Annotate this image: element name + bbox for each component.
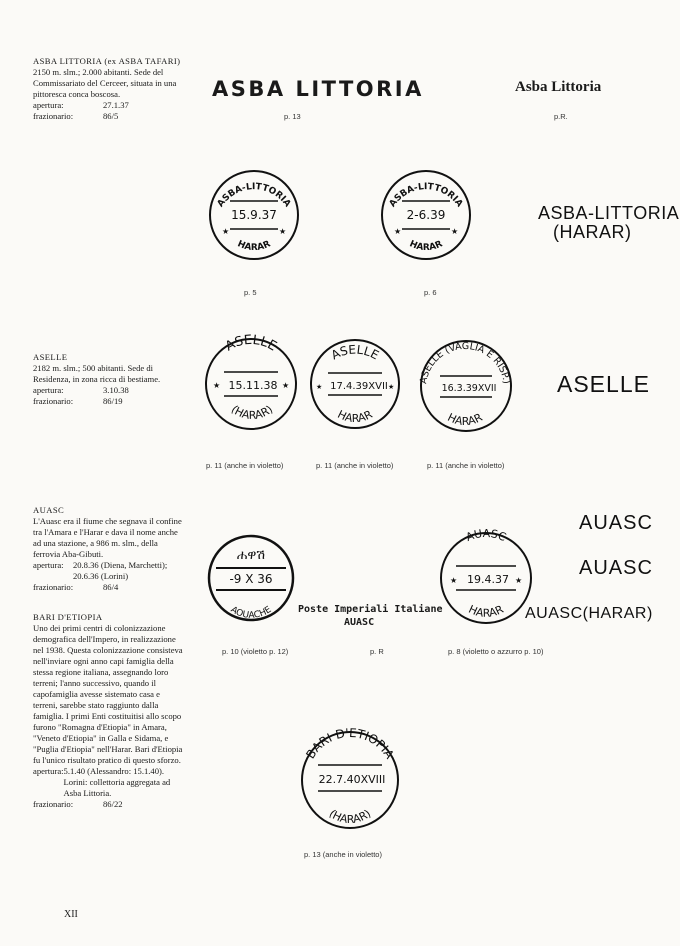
frazionario-value: 86/4: [103, 582, 119, 592]
frazionario-value: 86/22: [103, 799, 123, 809]
postmark-bottom-text: HARAR: [335, 407, 375, 425]
star-icon: ★: [213, 381, 221, 390]
postmark-top-text: ASELLE: [223, 332, 280, 355]
postmark-top-text: BARI D'ETIOPIA: [303, 725, 397, 762]
entry-title: ASELLE: [33, 352, 68, 362]
postmark-top-text: ASBA-LITTORIA: [387, 182, 465, 210]
entry-description: L'Auasc era il fiume che segnava il confine tra l'Amara e l'Harar e dava il nome anche ad una stazione, a 986 m. slm., della ferrovia Aba-Gibuti.: [33, 516, 182, 559]
postmark-top-text: ASELLE (VAGLIA E RISP.): [418, 340, 512, 385]
auasc-postmark-harar: [441, 527, 531, 623]
frazionario-label: frazionario:: [33, 582, 74, 592]
poste-imperiali-stamp-line2: AUASC: [344, 617, 375, 628]
auasc-postmark-amharic: [209, 536, 293, 621]
postmark-date: 15.9.37: [231, 208, 277, 222]
star-icon: ★: [394, 227, 402, 236]
aselle-postmark-2: [311, 340, 399, 428]
caption: p. 11 (anche in violetto): [316, 461, 394, 470]
auasc-linear-stamp-1: AUASC: [579, 512, 653, 534]
frazionario-label: frazionario:: [33, 396, 74, 406]
star-icon: ★: [279, 227, 287, 236]
entry-title: BARI D'ETIOPIA: [33, 612, 103, 622]
entry-title: ASBA LITTORIA (ex ASBA TAFARI): [33, 56, 181, 66]
caption: p. 5: [244, 288, 257, 297]
postmark-date: 19.4.37: [467, 573, 509, 586]
frazionario-value: 86/19: [103, 396, 123, 406]
apertura-label: apertura:: [33, 560, 64, 570]
postmark-bottom-text: (HARAR): [228, 402, 276, 422]
entry-description: Uno dei primi centri di colonizzazione demografica dell'Impero, in realizzazione nel 1938. Questa colonizzazione consisteva nell'inviare ogni anno capi famiglia della stessa regione italiana, assegnando loro terreni; l'anno successivo, quando il capofamiglia avesse sistemato casa e terreni, sarebbe stato raggiunto dalla famiglia. I primi Enti costituitisi allo scopo furono "Romagna d'Etiopia" in Amara, "Veneto d'Etiopia" in Galla e Sidama, e "Puglia d'Etiopia" nell'Harar. Bari d'Etiopia fu l'unico risultato pratico di questo sforzo.: [33, 623, 183, 765]
postmark-bottom-text: HARAR: [407, 239, 445, 254]
caption: p. R: [370, 647, 384, 656]
apertura-value: 5.1.40 (Alessandro: 15.1.40). Lorini: collettoria aggregata ad Asba Littoria.: [63, 766, 171, 798]
caption: p. 10 (violetto p. 12): [222, 647, 289, 656]
asba-littoria-postmark-1: [210, 171, 298, 259]
postmark-bottom-text: AOUACHE: [228, 604, 274, 621]
star-icon: ★: [515, 576, 523, 585]
entry-description: 2150 m. slm.; 2.000 abitanti. Sede del Commissariato del Cerceer, situata in una pittoresca conca boscosa.: [33, 67, 177, 99]
postmark-date: 22.7.40XVIII: [318, 773, 386, 786]
apertura-value: 3.10.38: [103, 385, 129, 395]
apertura-value: 27.1.37: [103, 100, 129, 110]
apertura-label: apertura:: [33, 100, 64, 110]
caption: p. 13: [284, 112, 301, 121]
postmark-bottom-text: (HARAR): [326, 806, 374, 826]
star-icon: ★: [282, 381, 290, 390]
apertura-value: 20.8.36 (Diena, Marchetti); 20.6.36 (Lorini): [72, 560, 168, 581]
caption: p.R.: [554, 112, 568, 121]
aselle-vaglia-postmark: [418, 341, 512, 431]
star-icon: ★: [316, 383, 323, 391]
postmark-date: 16.3.39XVII: [441, 383, 497, 394]
apertura-label: apertura:: [33, 766, 64, 776]
star-icon: ★: [450, 576, 458, 585]
poste-imperiali-stamp-line1: Poste Imperiali Italiane: [298, 604, 443, 615]
asba-littoria-postmark-2: [382, 171, 470, 259]
caption: p. 13 (anche in violetto): [304, 850, 382, 859]
page-number: XII: [64, 909, 78, 920]
postmark-date: 2-6.39: [406, 208, 446, 222]
auasc-harar-linear-stamp: AUASC(HARAR): [525, 605, 653, 622]
apertura-label: apertura:: [33, 385, 64, 395]
asba-harar-linear-stamp-line2: (HARAR): [553, 222, 632, 242]
asba-littoria-small-stamp: Asba Littoria: [515, 79, 602, 95]
caption: p. 11 (anche in violetto): [206, 461, 284, 470]
postmark-bottom-text: HARAR: [235, 239, 273, 254]
postmark-top-text: ASELLE: [328, 342, 382, 363]
aselle-linear-stamp: ASELLE: [557, 371, 650, 397]
star-icon: ★: [451, 227, 459, 236]
star-icon: ★: [388, 383, 395, 391]
postmark-bottom-text: HARAR: [445, 410, 485, 428]
asba-harar-linear-stamp-line1: ASBA-LITTORIA: [538, 203, 680, 223]
entry-title: AUASC: [33, 505, 65, 515]
postmark-date: 17.4.39XVII: [330, 381, 388, 392]
frazionario-label: frazionario:: [33, 799, 74, 809]
frazionario-value: 86/5: [103, 111, 119, 121]
entry-description: 2182 m. slm.; 500 abitanti. Sede di Residenza, in zona ricca di bestiame.: [33, 363, 161, 384]
postmark-date: 15.11.38: [228, 379, 278, 392]
bari-detiopia-postmark: [302, 726, 398, 828]
aselle-postmark-1: [206, 333, 296, 429]
asba-littoria-linear-stamp: ASBA LITTORIA: [212, 77, 424, 101]
postmark-bottom-text: HARAR: [466, 602, 506, 620]
caption: p. 11 (anche in violetto): [427, 461, 505, 470]
frazionario-label: frazionario:: [33, 111, 74, 121]
auasc-linear-stamp-2: AUASC: [579, 557, 653, 579]
caption: p. 6: [424, 288, 437, 297]
star-icon: ★: [222, 227, 230, 236]
postmark-top-text: ሐዋሽ: [236, 548, 266, 563]
postmark-date: -9 X 36: [229, 572, 273, 586]
postmark-top-text: AUASC: [464, 526, 508, 545]
caption: p. 8 (violetto o azzurro p. 10): [448, 647, 544, 656]
postmark-top-text: ASBA-LITTORIA: [215, 182, 293, 210]
